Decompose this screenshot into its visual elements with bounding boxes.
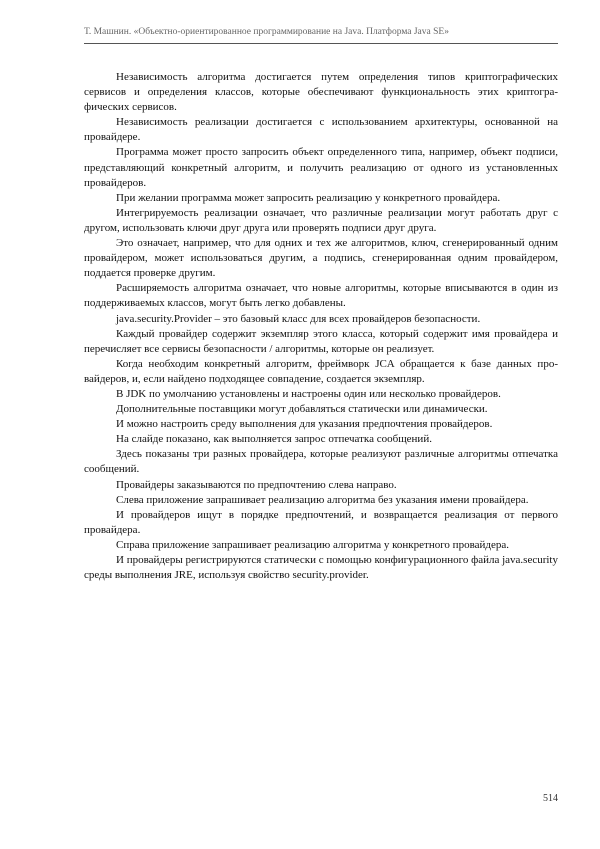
paragraph: В JDK по умолчанию установлены и настроены один или несколько провайдеров. [116,387,501,400]
paragraph: Провайдеры заказываются по предпочтению слева направо. [116,478,397,491]
paragraph: java.security.Provider – это базовый класс для всех провайдеров безопасности. [116,312,481,325]
paragraph: Дополнительные поставщики могут добавляться статически или динамически. [116,403,488,416]
paragraph: Слева приложение запрашивает реализацию алгоритма без указания имени провайдера. [116,493,529,506]
paragraph: Это означает, например, что для одних и тех же алгоритмов, ключ, сгенерированный одним провайдером, может использоваться другим, а подпись, сгенерированная одним провайдером, поддается проверке другим. [84,237,558,280]
paragraph: Здесь показаны три разных провайдера, которые реализуют различные алгоритмы отпечатка сообщений. [84,448,558,476]
page-number: 514 [543,793,558,804]
paragraph: Независимость реализации достигается с использованием архитектуры, основанной на провайдере. [84,116,558,144]
paragraph: Программа может просто запросить объект определенного типа, например, объект подписи, представляющий конкретный алгоритм, и получить реализацию от одного из установленных провайдеров. [84,146,558,189]
paragraph: Когда необходим конкретный алгоритм, фреймворк JCA обращается к базе данных провайдеров, и, если найдено подходящее совпадение, создается экземпляр. [84,357,558,385]
paragraph: И провайдеры регистрируются статически с помощью конфигурационного файла java.security среды выполнения JRE, используя свойство security.provider. [84,554,558,582]
running-head: Т. Машнин. «Объектно-ориентированное программирование на Java. Платформа Java SE» [84,27,449,37]
paragraph: Каждый провайдер содержит экземпляр этого класса, который содержит имя провайдера и перечисляет все сервисы безопасности / алгоритмы, которые он реализует. [84,327,558,355]
paragraph: Расширяемость алгоритма означает, что новые алгоритмы, которые вписываются в один из поддерживаемых классов, могут быть легко добавлены. [84,282,558,310]
paragraph: Интегрируемость реализации означает, что различные реализации могут работать друг с другом, использовать ключи друг друга или проверять подписи друг друга. [84,206,558,234]
paragraph: И можно настроить среду выполнения для указания предпочтения провайдеров. [116,418,493,431]
paragraph: Независимость алгоритма достигается путем определения типов криптографических сервисов и определения классов, которые обеспечивают функциональность этих криптографических сервисов. [84,71,558,114]
paragraph: На слайде показано, как выполняется запрос отпечатка сообщений. [116,433,432,446]
paragraph: Справа приложение запрашивает реализацию алгоритма у конкретного провайдера. [116,538,510,551]
paragraph: И провайдеров ищут в порядке предпочтений, и возвращается реализация от первого провайдера. [84,508,558,536]
body-text [84,70,558,583]
header-rule [84,43,558,44]
paragraph: При желании программа может запросить реализацию у конкретного провайдера. [116,191,501,204]
